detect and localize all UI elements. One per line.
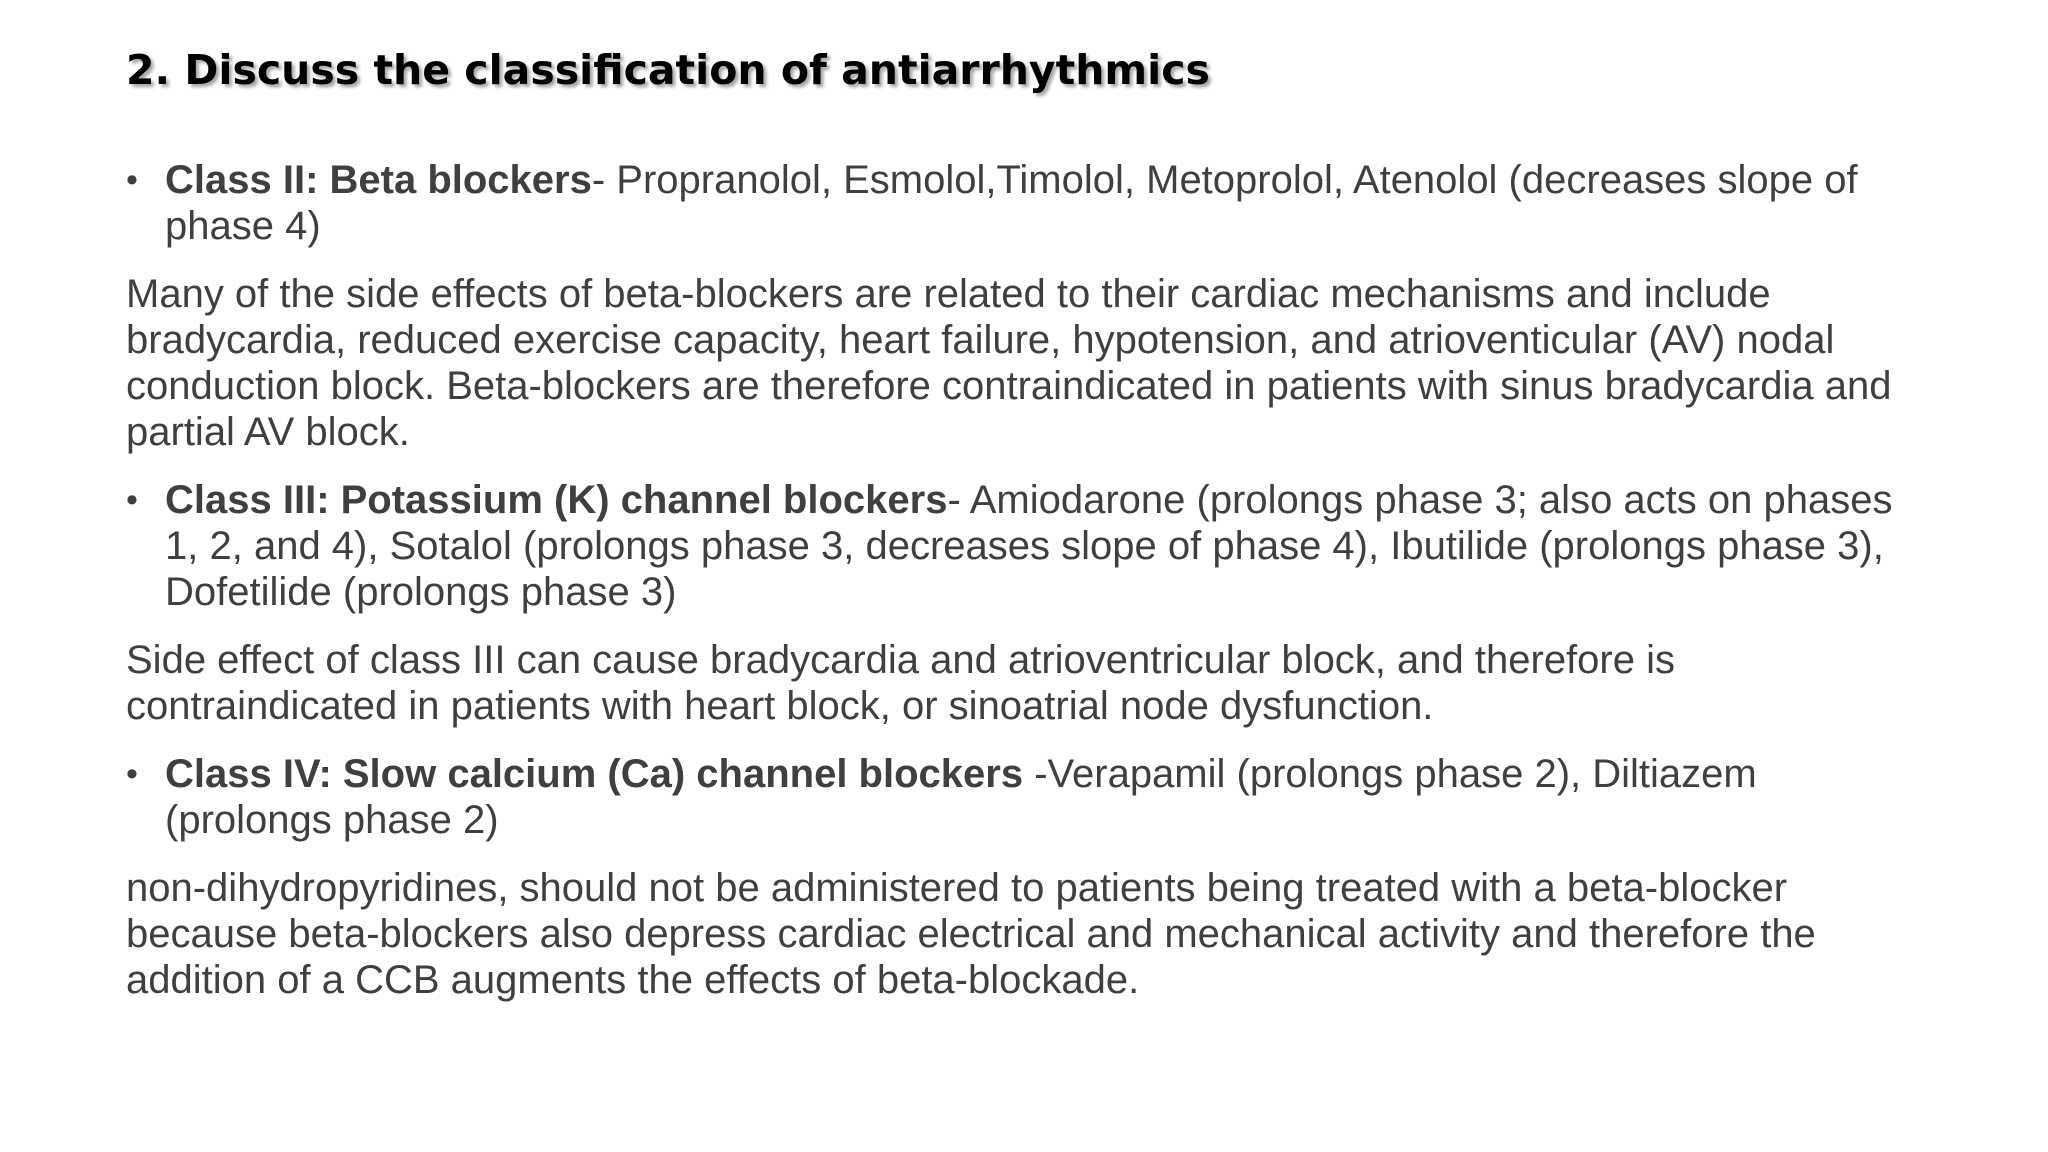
paragraph-beta-blocker-side-effects: Many of the side effects of beta-blockers are related to their cardiac mechanisms and include bradycardia, reduced exercise capacity, heart failure, hypotension, and atrioventicular (AV) nodal conduction block. Beta-blockers are therefore contraindicated in patients with sinus bradycardia and partial AV block. [126, 272, 1892, 454]
bullet-dot-icon: • [126, 161, 138, 199]
slide-content [126, 157, 1926, 1003]
bullet-text: - Propranolol, Esmolol,Timolol, Metoprolol, Atenolol (decreases slope of phase 4) [165, 158, 1858, 248]
bullet-dot-icon: • [126, 755, 138, 793]
paragraph-ccb-interaction: non-dihydropyridines, should not be administered to patients being treated with a beta-blocker because beta-blockers also depress cardiac electrical and mechanical activity and therefore the addition of a CCB augments the effects of beta-blockade. [126, 866, 1816, 1002]
bullet-heading: Class IV: Slow calcium (Ca) channel blockers [165, 752, 1024, 796]
bullet-heading: Class II: Beta blockers [165, 158, 592, 202]
bullet-class-iv [126, 751, 1926, 843]
slide-title: 2. Discuss the classification of antiarrhythmics [126, 46, 1210, 94]
bullet-class-ii [126, 157, 1926, 249]
bullet-class-iii [126, 477, 1926, 615]
bullet-text: -Verapamil (prolongs phase 2), Diltiazem (prolongs phase 2) [165, 752, 1757, 842]
bullet-heading: Class III: Potassium (K) channel blockers [165, 478, 948, 522]
paragraph-class-iii-side-effects: Side effect of class III can cause bradycardia and atrioventricular block, and therefore is contraindicated in patients with heart block, or sinoatrial node dysfunction. [126, 638, 1675, 728]
bullet-text: - Amiodarone (prolongs phase 3; also acts on phases 1, 2, and 4), Sotalol (prolongs phase 3, decreases slope of phase 4), Ibutilide (prolongs phase 3), Dofetilide (prolongs phase 3) [165, 478, 1893, 614]
bullet-dot-icon: • [126, 481, 138, 519]
